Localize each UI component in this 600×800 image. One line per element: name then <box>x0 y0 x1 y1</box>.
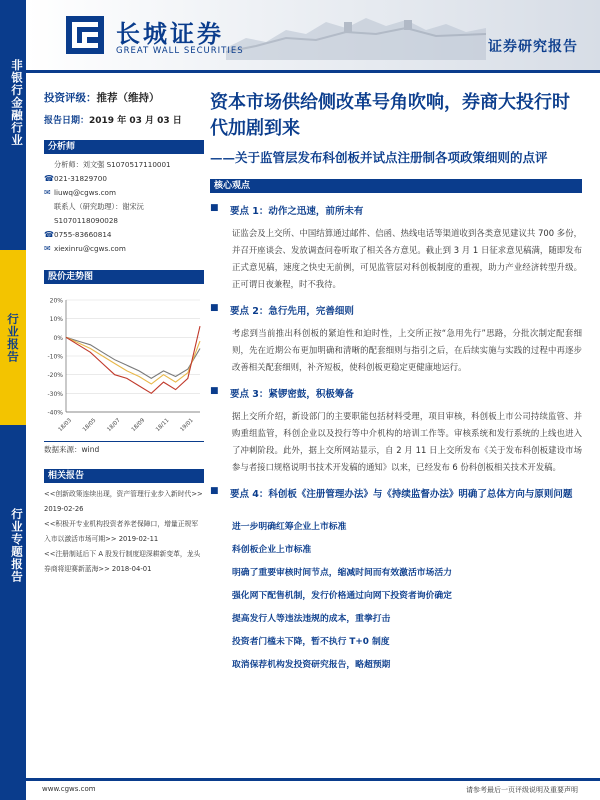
square-bullet-icon: ■ <box>210 486 219 496</box>
analyst-list <box>44 158 204 256</box>
page-footer <box>26 778 600 800</box>
policy-bullet: 科创板企业上市标准 <box>232 545 312 555</box>
date-label: 报告日期： <box>44 116 90 126</box>
investment-rating <box>44 90 204 105</box>
logo-mark-icon <box>66 16 104 54</box>
analyst-line <box>44 214 204 228</box>
phone-icon: ☎ <box>44 174 54 183</box>
key-point <box>210 203 582 293</box>
analyst-line <box>44 172 204 186</box>
company-logo-name: 长城证券 <box>116 19 224 48</box>
y-tick-label: -20% <box>47 372 63 380</box>
analyst-line-text: 分析师：刘文强 S1070517110001 <box>54 160 171 169</box>
rating-value: 推荐（维持） <box>96 92 160 104</box>
related-report-link[interactable]: <<积极开专业机构投资者养老保障口，增量正规军入市以激活市场可期>> 2019-02-11 <box>44 520 199 543</box>
square-bullet-icon: ■ <box>210 303 219 313</box>
analyst-line <box>44 242 204 256</box>
stock-price-chart <box>44 294 204 434</box>
key-point <box>210 386 582 476</box>
related-reports-header: 相关报告 <box>44 469 204 483</box>
x-tick-label: 18/11 <box>155 417 171 434</box>
side-label-industry: 非银行金融行业 <box>10 59 24 147</box>
analyst-section-header: 分析师 <box>44 140 204 154</box>
related-report-link[interactable]: <<创新政策连续出现，资产管理行业步入新时代>> 2019-02-26 <box>44 490 203 513</box>
related-reports-list <box>44 487 204 577</box>
left-info-column <box>44 90 204 577</box>
series-line-1 <box>66 337 200 384</box>
contact-phone: 0755-83660814 <box>54 230 112 239</box>
great-wall-illustration <box>226 8 486 60</box>
x-tick-label: 19/01 <box>179 417 195 434</box>
key-point-heading: 要点 4：科创板《注册管理办法》与《持续监督办法》明确了总体方向与原则问题 <box>230 489 573 500</box>
x-tick-label: 18/03 <box>57 417 74 434</box>
square-bullet-icon: ■ <box>210 203 219 213</box>
policy-bullet: 投资者门槛未下降，暂不执行 T+0 制度 <box>232 637 390 647</box>
analyst-phone: 021-31829700 <box>54 174 107 183</box>
policy-bullet: 取消保荐机构发投资研究报告，略超预期 <box>232 660 391 670</box>
y-tick-label: 0% <box>53 334 63 342</box>
phone-icon: ☎ <box>44 230 54 239</box>
report-title: 资本市场供给侧改革号角吹响，券商大投行时代加剧到来 <box>210 92 570 139</box>
x-tick-label: 18/09 <box>130 417 147 434</box>
core-views-header: 核心观点 <box>210 179 582 193</box>
email-icon: ✉ <box>44 244 51 253</box>
y-tick-label: -10% <box>47 353 63 361</box>
y-tick-label: 10% <box>49 316 63 324</box>
policy-bullet: 提高发行人等违法违规的成本，重拳打击 <box>232 614 391 624</box>
analyst-line <box>44 200 204 214</box>
contact-license: S1070118090028 <box>54 216 119 225</box>
key-point-heading: 要点 2：急行先用，完善细则 <box>230 306 354 317</box>
analyst-line <box>44 228 204 242</box>
square-bullet-icon: ■ <box>210 386 219 396</box>
analyst-email[interactable]: liuwq@cgws.com <box>54 188 116 197</box>
chart-source: 数据来源：wind <box>44 441 204 455</box>
key-point <box>210 486 582 504</box>
key-point-body: 考虑到当前推出科创板的紧迫性和迫时性，上交所正按“急用先行”思路，分批次制定配套细则，先在近期公布更加明确和清晰的配套细则与指引之后，在后续实施与实践的过程中再逐步改善相关配套细则，补齐短板，使科创板更稳定更健康地运行。 <box>232 328 582 372</box>
side-label-topic: 行业专题报告 <box>10 507 24 583</box>
x-tick-label: 18/07 <box>106 417 122 434</box>
policy-bullet: 强化网下配售机制，发行价格通过向网下投资者询价确定 <box>232 591 452 601</box>
policy-bullet: 进一步明确红筹企业上市标准 <box>232 522 347 532</box>
key-point-body: 证监会及上交所、中国结算通过邮件、信函、热线电话等渠道收到各类意见建议共 700 多份，并召开座谈会、发放调查问卷听取了相关各方意见。截止到 3 月 1 日征求意见稿满，随即发布正式意见稿，速度之快史无前例，可见监管层对科创板制度的重视，助力产业经济转型升级。正可谓日夜兼程，时不我待。 <box>232 228 582 289</box>
side-label-report-kind: 行业报告 <box>0 250 26 425</box>
main-content <box>210 90 582 677</box>
footer-website[interactable]: www.cgws.com <box>42 785 96 793</box>
key-point-heading: 要点 3：紧锣密鼓，积极筹备 <box>230 389 354 400</box>
y-tick-label: -30% <box>47 390 63 398</box>
y-tick-label: 20% <box>49 297 63 305</box>
analyst-line <box>44 186 204 200</box>
series-line-2 <box>66 337 200 378</box>
policy-bullet-list <box>210 516 582 677</box>
contact-email[interactable]: xiexinru@cgws.com <box>54 244 126 253</box>
key-point-heading: 要点 1：动作之迅速，前所未有 <box>230 206 364 217</box>
email-icon: ✉ <box>44 188 51 197</box>
rating-label: 投资评级： <box>44 92 97 104</box>
related-report-link[interactable]: <<注册制延后下 A 股发行制度迎深耕新变革，龙头券商将迎赛新蓝海>> 2018-04-01 <box>44 550 201 573</box>
series-line-0 <box>66 326 200 393</box>
x-tick-label: 18/05 <box>81 417 98 434</box>
report-date <box>44 113 204 126</box>
key-point-body: 据上交所介绍，新设部门的主要职能包括材料受理，项目审核，科创板上市公司持续监管、并购重组监管，科创企业以及投行等中介机构的培训工作等。审核系统和发行系统的上线也进入了冲刺阶段。此外，据上交所网站显示，自 2 月 11 日上交所发布《关于发布科创板建设市场参与者接口规格说明书技术开发稿的通知》以来，已经发布 6 份科创板相关技术开发稿。 <box>232 411 582 472</box>
analyst-line <box>44 158 204 172</box>
company-logo-english: GREAT WALL SECURITIES <box>116 46 244 56</box>
key-point <box>210 303 582 376</box>
stock-chart-section-header: 股价走势图 <box>44 270 204 284</box>
contact-name: 联系人（研究助理）：谢宋沅 <box>54 202 144 211</box>
report-subtitle: ——关于监管层发布科创板并试点注册制各项政策细则的点评 <box>210 150 548 165</box>
policy-bullet: 明确了重要审核时间节点，缩减时间而有效激活市场活力 <box>232 568 452 578</box>
date-value: 2019 年 03 月 03 日 <box>89 116 182 126</box>
header-rule <box>26 70 600 73</box>
report-type-label: 证券研究报告 <box>488 39 578 55</box>
footer-disclaimer: 请参考最后一页评级说明及重要声明 <box>466 786 578 794</box>
side-category-strip <box>0 0 26 800</box>
y-tick-label: -40% <box>47 409 63 417</box>
page-header <box>26 0 600 78</box>
